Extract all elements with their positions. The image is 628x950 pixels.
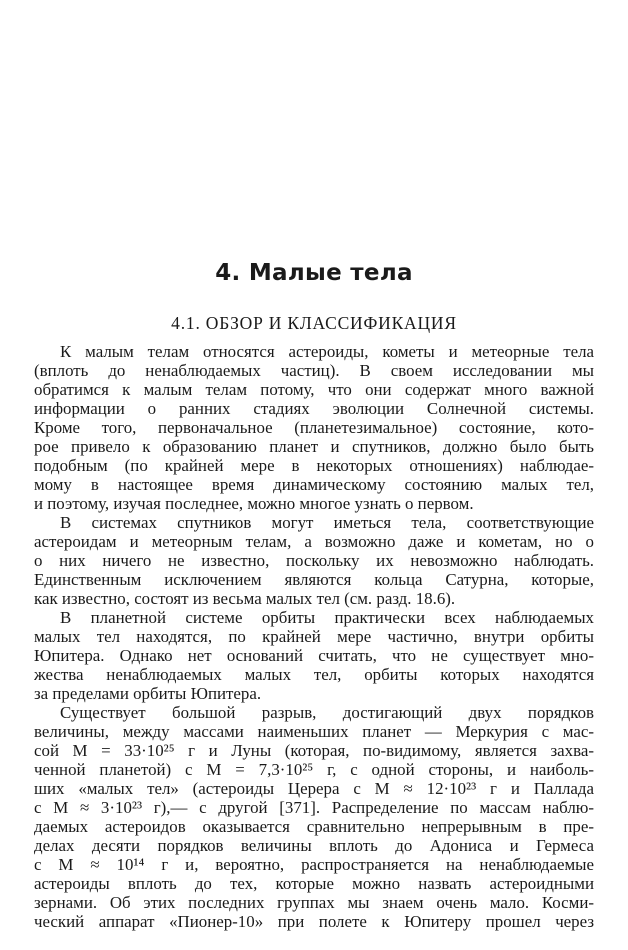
text-line: В системах спутников могут иметься тела, соответствующие [60, 513, 594, 532]
text-line: (вплоть до ненаблюдаемых частиц). В своем исследовании мы [34, 361, 594, 380]
text-line: Единственным исключением являются кольца Сатурна, которые, [34, 570, 594, 589]
text-line: ченной планетой) с M = 7,3·10²⁵ г, с одной стороны, и наиболь- [34, 760, 594, 779]
text-line: астероиды вплоть до тех, которые можно назвать астероидными [34, 874, 594, 893]
text-line: зернами. Об этих последних группах мы знаем очень мало. Косми- [34, 893, 594, 912]
text-line: даемых астероидов оказывается сравнительно непрерывным в пре- [34, 817, 594, 836]
paragraph [34, 342, 594, 513]
text-line: величины, между массами наименьших планет — Меркурия с мас- [34, 722, 594, 741]
text-line: с M ≈ 3·10²³ г),— с другой [371]. Распределение по массам наблю- [34, 798, 594, 817]
text-line: ческий аппарат «Пионер-10» при полете к Юпитеру прошел через [34, 912, 594, 931]
section-title: 4.1. ОБЗОР И КЛАССИФИКАЦИЯ [171, 313, 457, 333]
text-line: за пределами орбиты Юпитера. [34, 684, 262, 703]
text-line: Юпитера. Однако нет оснований считать, что не существует мно- [34, 646, 594, 665]
text-line: с M ≈ 10¹⁴ г и, вероятно, распространяется на ненаблюдаемые [34, 855, 594, 874]
text-line: о них ничего не известно, поскольку их невозможно наблюдать. [34, 551, 594, 570]
text-line: жества ненаблюдаемых малых тел, орбиты которых находятся [34, 665, 594, 684]
text-line: обратимся к малым телам потому, что они содержат много важной [34, 380, 594, 399]
text-line: рое привело к образованию планет и спутников, должно было быть [34, 437, 594, 456]
text-line: делах десяти порядков величины вплоть до Адониса и Гермеса [34, 836, 594, 855]
text-line: малых тел находятся, по крайней мере частично, внутри орбиты [34, 627, 594, 646]
text-line: и поэтому, изучая последнее, можно многое узнать о первом. [34, 494, 474, 513]
text-line: сой M = 33·10²⁵ г и Луны (которая, по-видимому, является захва- [34, 741, 594, 760]
text-line: К малым телам относятся астероиды, кометы и метеорные тела [60, 342, 594, 361]
text-line: как известно, состоят из весьма малых тел (см. разд. 18.6). [34, 589, 456, 608]
text-line: В планетной системе орбиты практически всех наблюдаемых [60, 608, 594, 627]
text-line: астероидам и метеорным телам, а возможно даже и кометам, но о [34, 532, 594, 551]
text-line: Существует большой разрыв, достигающий двух порядков [60, 703, 594, 722]
text-line: информации о ранних стадиях эволюции Солнечной системы. [34, 399, 594, 418]
paragraph [34, 608, 594, 703]
text-line: ших «малых тел» (астероиды Церера с M ≈ 12·10²³ г и Паллада [34, 779, 594, 798]
body-text [34, 342, 594, 931]
paragraph [34, 703, 594, 931]
text-line: Кроме того, первоначальное (планетезимальное) состояние, кото- [34, 418, 594, 437]
text-line: мому в настоящее время динамическому состоянию малых тел, [34, 475, 594, 494]
chapter-title: 4. Малые тела [215, 260, 413, 286]
paragraph [34, 513, 594, 608]
text-line: подобным (по крайней мере в некоторых отношениях) наблюдае- [34, 456, 594, 475]
